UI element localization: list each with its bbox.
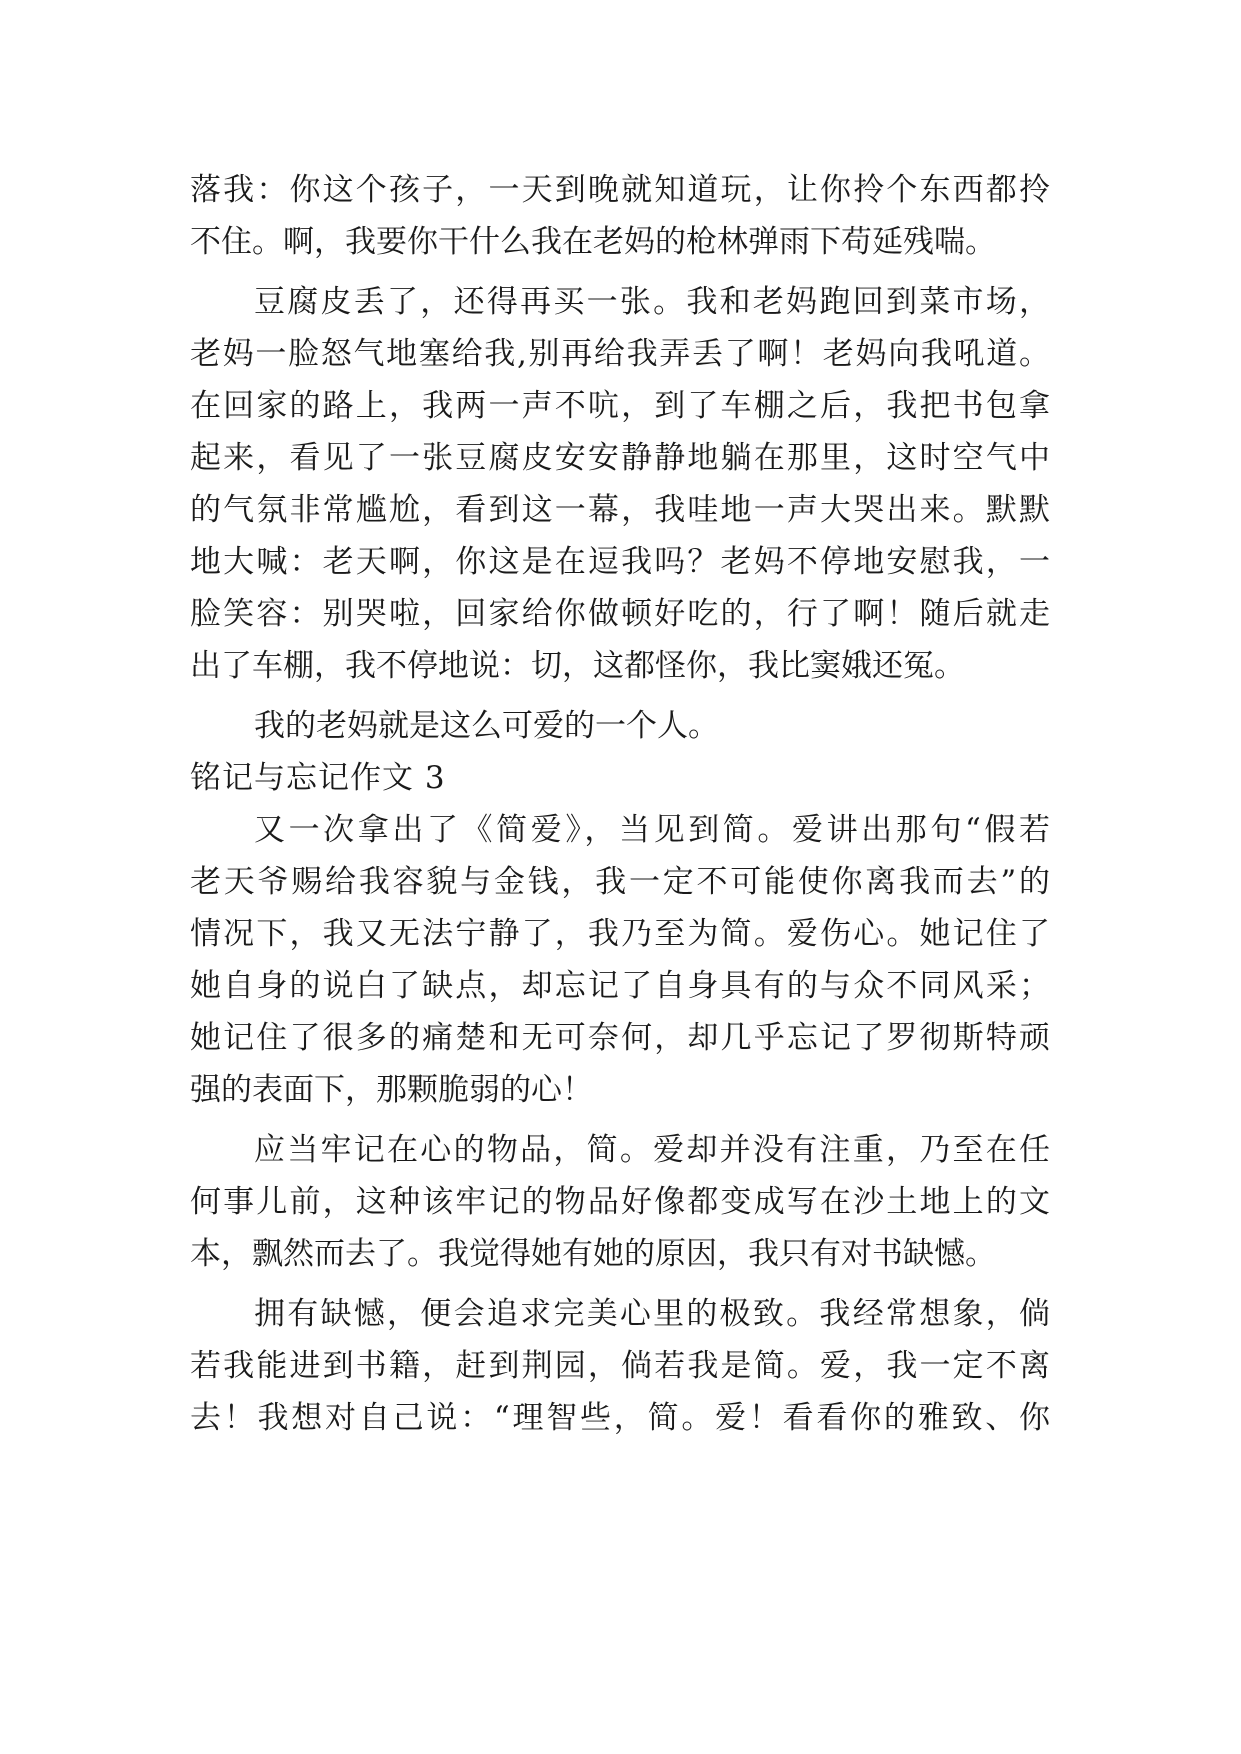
text-line: 何事儿前，这种该牢记的物品好像都变成写在沙土地上的文: [190, 1184, 1050, 1220]
section-heading: 铭记与忘记作文 3: [190, 760, 446, 796]
text-line: 她自身的说白了缺点，却忘记了自身具有的与众不同风采；: [190, 968, 1050, 1004]
text-line: 拥有缺憾，便会追求完美心里的极致。我经常想象，倘: [254, 1296, 1050, 1332]
text-line: 老天爷赐给我容貌与金钱，我一定不可能使你离我而去”的: [190, 864, 1050, 900]
text-line: 去！我想对自己说：“理智些，简。爱！看看你的雅致、你: [190, 1400, 1050, 1436]
paragraph-gap: [190, 268, 1050, 276]
text-line: 出了车棚，我不停地说：切，这都怪你，我比窦娥还冤。: [190, 648, 965, 684]
text-line: 落我：你这个孩子，一天到晚就知道玩，让你拎个东西都拎: [190, 172, 1050, 208]
text-line: 又一次拿出了《简爱》，当见到简。爱讲出那句“假若: [254, 812, 1050, 848]
text-line: 本，飘然而去了。我觉得她有她的原因，我只有对书缺憾。: [190, 1236, 996, 1272]
text-line: 豆腐皮丢了，还得再买一张。我和老妈跑回到菜市场，: [254, 284, 1050, 320]
paragraph-gap: [190, 692, 1050, 700]
text-line: 强的表面下，那颗脆弱的心！: [190, 1072, 593, 1108]
text-line: 地大喊：老天啊，你这是在逗我吗？老妈不停地安慰我，一: [190, 544, 1050, 580]
text-line: 应当牢记在心的物品，简。爱却并没有注重，乃至在任: [254, 1132, 1050, 1168]
text-line: 若我能进到书籍，赶到荆园，倘若我是简。爱，我一定不离: [190, 1348, 1050, 1384]
text-line: 我的老妈就是这么可爱的一个人。: [254, 708, 719, 744]
document-body: [190, 164, 1050, 1444]
text-line: 她记住了很多的痛楚和无可奈何，却几乎忘记了罗彻斯特顽: [190, 1020, 1050, 1056]
paragraph-gap: [190, 1116, 1050, 1124]
text-line: 起来，看见了一张豆腐皮安安静静地躺在那里，这时空气中: [190, 440, 1050, 476]
text-line: 情况下，我又无法宁静了，我乃至为简。爱伤心。她记住了: [190, 916, 1050, 952]
text-line: 脸笑容：别哭啦，回家给你做顿好吃的，行了啊！随后就走: [190, 596, 1050, 632]
text-line: 老妈一脸怒气地塞给我,别再给我弄丢了啊！老妈向我吼道。: [190, 336, 1050, 372]
text-line: 不住。啊，我要你干什么我在老妈的枪林弹雨下苟延残喘。: [190, 224, 996, 260]
text-line: 的气氛非常尴尬，看到这一幕，我哇地一声大哭出来。默默: [190, 492, 1050, 528]
paragraph-gap: [190, 1280, 1050, 1288]
text-line: 在回家的路上，我两一声不吭，到了车棚之后，我把书包拿: [190, 388, 1050, 424]
